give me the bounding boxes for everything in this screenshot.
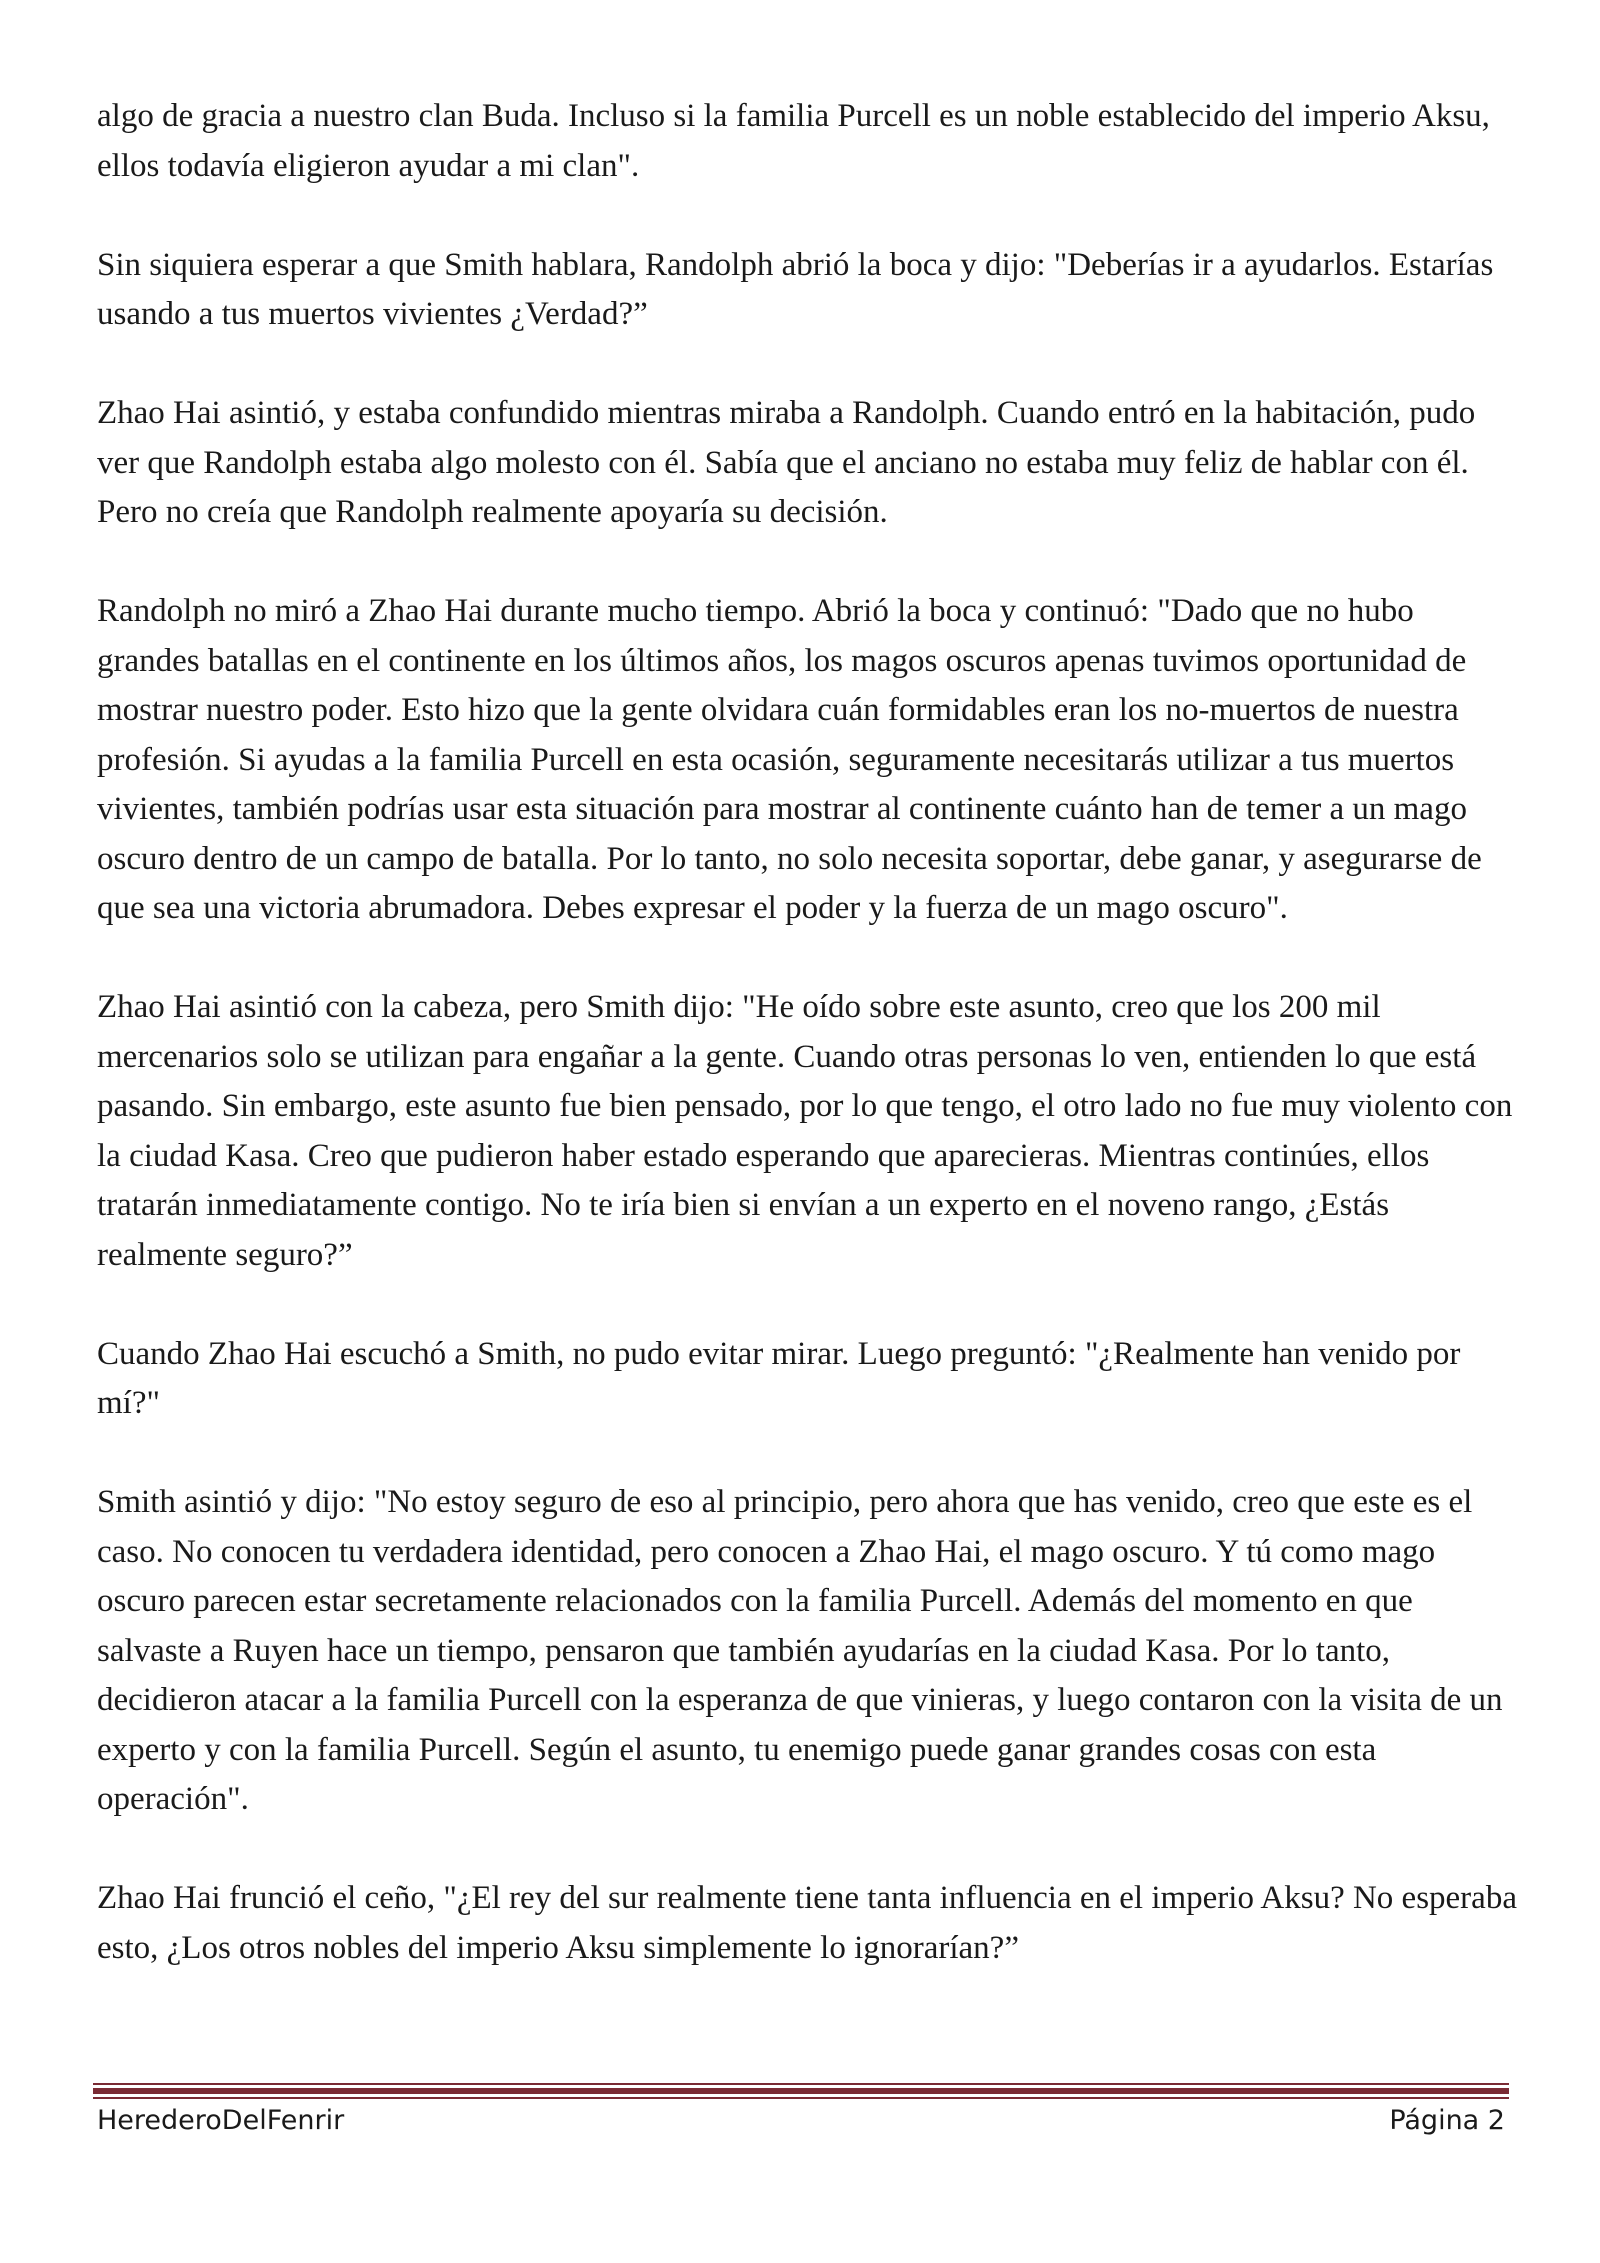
paragraph: Zhao Hai asintió, y estaba confundido mientras miraba a Randolph. Cuando entró en la habitación, pudo ver que Randolph estaba algo molesto con él. Sabía que el anciano no estaba muy feliz de hablar con él. Pero no creía que Randolph realmente apoyaría su decisión. bbox=[97, 395, 1476, 530]
paragraph: algo de gracia a nuestro clan Buda. Incluso si la familia Purcell es un noble establecido del imperio Aksu, ellos todavía eligieron ayudar a mi clan". bbox=[97, 98, 1490, 184]
paragraph: Zhao Hai frunció el ceño, "¿El rey del sur realmente tiene tanta influencia en el imperio Aksu? No esperaba esto, ¿Los otros nobles del imperio Aksu simplemente lo ignorarían?” bbox=[97, 1880, 1517, 1966]
footer-divider bbox=[93, 2097, 1509, 2099]
paragraph: Randolph no miró a Zhao Hai durante mucho tiempo. Abrió la boca y continuó: "Dado que no hubo grandes batallas en el continente en los últimos años, los magos oscuros apenas tuvimos oportunidad de mostrar nuestro poder. Esto hizo que la gente olvidara cuán formidables eran los no-muertos de nuestra profesión. Si ayudas a la familia Purcell en esta ocasión, seguramente necesitarás utilizar a tus muertos vivientes, también podrías usar esta situación para mostrar al continente cuánto han de temer a un mago oscuro dentro de un campo de batalla. Por lo tanto, no solo necesita soportar, debe ganar, y asegurarse de que sea una victoria abrumadora. Debes expresar el poder y la fuerza de un mago oscuro". bbox=[97, 593, 1482, 926]
paragraph: Sin siquiera esperar a que Smith hablara, Randolph abrió la boca y dijo: "Deberías ir a ayudarlos. Estarías usando a tus muertos vivientes ¿Verdad?” bbox=[97, 246, 1494, 332]
document-body bbox=[97, 92, 1517, 1973]
footer-divider bbox=[93, 2083, 1509, 2085]
footer-divider bbox=[93, 2088, 1509, 2094]
footer-author: HerederoDelFenrir bbox=[97, 2105, 345, 2136]
paragraph: Cuando Zhao Hai escuchó a Smith, no pudo evitar mirar. Luego preguntó: "¿Realmente han venido por mí?" bbox=[97, 1335, 1461, 1421]
paragraph: Zhao Hai asintió con la cabeza, pero Smith dijo: "He oído sobre este asunto, creo que los 200 mil mercenarios solo se utilizan para engañar a la gente. Cuando otras personas lo ven, entienden lo que está pasando. Sin embargo, este asunto fue bien pensado, por lo que tengo, el otro lado no fue muy violento con la ciudad Kasa. Creo que pudieron haber estado esperando que aparecieras. Mientras continúes, ellos tratarán inmediatamente contigo. No te iría bien si envían a un experto en el noveno rango, ¿Estás realmente seguro?” bbox=[97, 989, 1513, 1273]
footer-page-number: Página 2 bbox=[1389, 2105, 1505, 2136]
paragraph: Smith asintió y dijo: "No estoy seguro de eso al principio, pero ahora que has venido, creo que este es el caso. No conocen tu verdadera identidad, pero conocen a Zhao Hai, el mago oscuro. Y tú como mago oscuro parecen estar secretamente relacionados con la familia Purcell. Además del momento en que salvaste a Ruyen hace un tiempo, pensaron que también ayudarías en la ciudad Kasa. Por lo tanto, decidieron atacar a la familia Purcell con la esperanza de que vinieras, y luego contaron con la visita de un experto y con la familia Purcell. Según el asunto, tu enemigo puede ganar grandes cosas con esta operación". bbox=[97, 1484, 1503, 1817]
